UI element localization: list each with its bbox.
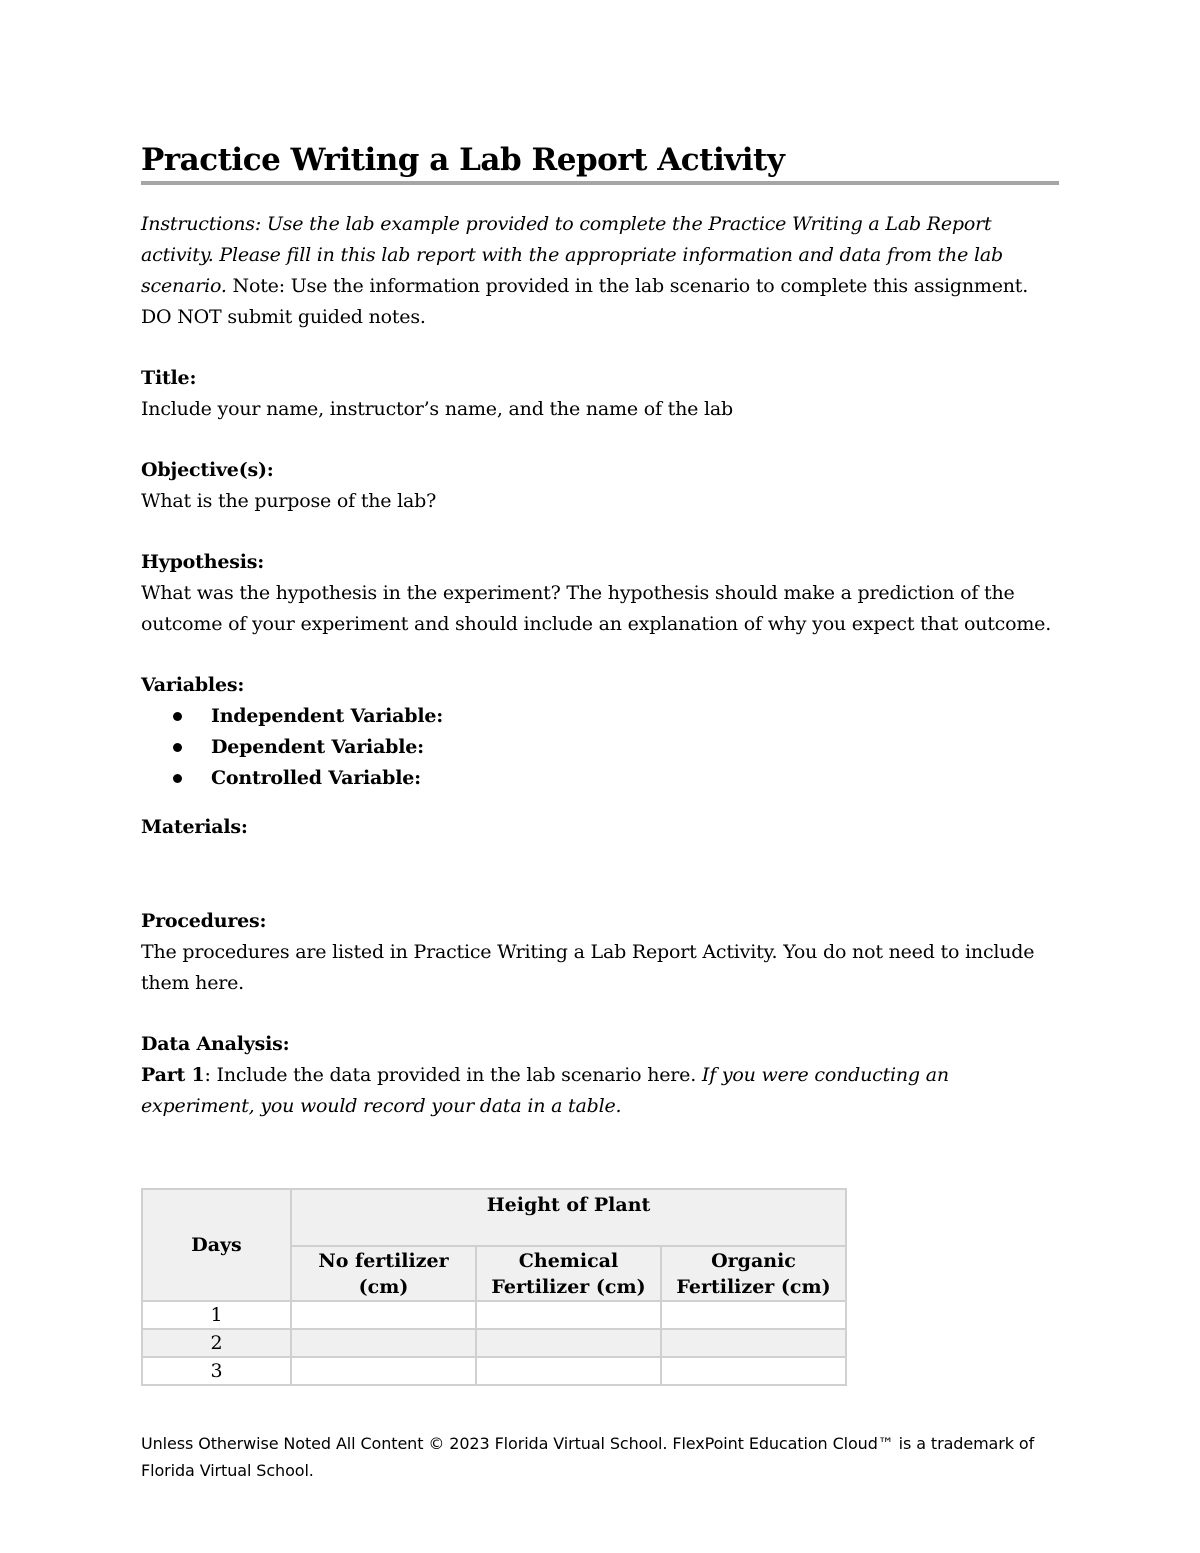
hypothesis-text: What was the hypothesis in the experiment? The hypothesis should make a prediction of the outcome of your experiment and should include an explanation of why you expect that outcome. [141,582,1052,635]
table-row [142,1357,846,1385]
chemical-fertilizer-cell[interactable] [476,1357,661,1385]
day-cell: 2 [142,1329,291,1357]
plant-height-table [141,1188,847,1386]
no-fertilizer-cell[interactable] [291,1357,476,1385]
part1-label: Part 1 [141,1064,205,1086]
list-item [173,701,1059,732]
independent-variable-label: Independent Variable: [211,705,444,727]
organic-fertilizer-cell[interactable] [661,1357,846,1385]
chemical-fertilizer-cell[interactable] [476,1329,661,1357]
procedures-label: Procedures: [141,910,267,932]
chemical-fertilizer-cell[interactable] [476,1301,661,1329]
copyright-footer: Unless Otherwise Noted All Content © 2023 Florida Virtual School. FlexPoint Education Cloud™ is a trademark of Florida Virtual School. [141,1434,1035,1480]
list-item [173,763,1059,794]
no-fertilizer-header: No fertilizer (cm) [291,1246,476,1301]
days-header: Days [142,1189,291,1301]
part1-text: : Include the data provided in the lab scenario here. [204,1064,702,1086]
dependent-variable-label: Dependent Variable: [211,736,424,758]
bullet-icon [173,743,182,752]
chemical-fertilizer-header: Chemical Fertilizer (cm) [476,1246,661,1301]
day-cell: 3 [142,1357,291,1385]
data-analysis-part1 [141,1060,1059,1122]
part1-italic-text: If you were conducting an experiment, you would record your data in a table. [141,1064,949,1117]
no-fertilizer-cell[interactable] [291,1329,476,1357]
variables-list [141,701,1059,794]
objectives-section [141,455,1059,517]
list-item [173,732,1059,763]
procedures-section [141,906,1059,999]
bullet-icon [173,712,182,721]
variables-section [141,670,1059,794]
instructions-note-text: Note: Use the information provided in the lab scenario to complete this assignment. DO NOT submit guided notes. [141,275,1029,328]
day-cell: 1 [142,1301,291,1329]
bullet-icon [173,774,182,783]
organic-fertilizer-cell[interactable] [661,1329,846,1357]
organic-fertilizer-cell[interactable] [661,1301,846,1329]
no-fertilizer-cell[interactable] [291,1301,476,1329]
document-page [141,140,1059,1122]
variables-label: Variables: [141,674,245,696]
table-header-row [142,1189,846,1246]
procedures-text: The procedures are listed in Practice Writing a Lab Report Activity. You do not need to include them here. [141,941,1035,994]
materials-section [141,812,1059,906]
objectives-label: Objective(s): [141,459,274,481]
title-text: Include your name, instructor’s name, and the name of the lab [141,398,733,420]
title-label: Title: [141,367,197,389]
hypothesis-label: Hypothesis: [141,551,265,573]
materials-label: Materials: [141,816,248,838]
controlled-variable-label: Controlled Variable: [211,767,421,789]
data-analysis-section [141,1029,1059,1122]
organic-fertilizer-header: Organic Fertilizer (cm) [661,1246,846,1301]
data-analysis-label: Data Analysis: [141,1033,290,1055]
objectives-text: What is the purpose of the lab? [141,490,437,512]
page-title: Practice Writing a Lab Report Activity [141,140,1059,185]
table-row [142,1329,846,1357]
height-of-plant-header: Height of Plant [291,1189,846,1246]
table-row [142,1301,846,1329]
instructions-italic-text: Instructions: Use the lab example provided to complete the Practice Writing a Lab Report activity. Please fill in this lab report with the appropriate information and data from the lab scenario. [141,213,1003,297]
title-section [141,363,1059,425]
instructions-paragraph [141,209,1059,333]
hypothesis-section [141,547,1059,640]
